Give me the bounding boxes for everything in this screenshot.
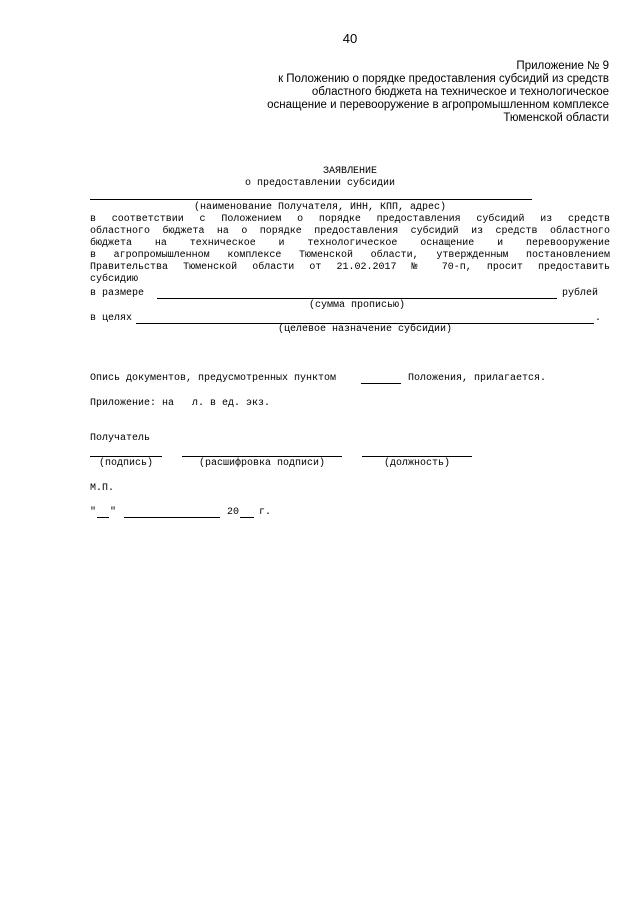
amount-currency: рублей (562, 288, 599, 299)
signature-caption: (подпись) (98, 458, 153, 469)
appendix-line: к Положению о порядке предоставления субсидий из средств (278, 73, 609, 85)
body-line: в агропромышленном комплексе Тюменской области, утвержденным постановлением (90, 250, 610, 261)
body-line: Правительства Тюменской области от 21.02.2017 № 70-п, просит предоставить (90, 262, 610, 273)
purpose-period: . (595, 313, 602, 324)
date-quote-close: " (110, 507, 117, 518)
date-year-prefix: 20 (227, 507, 240, 518)
applicant-field-line[interactable] (90, 199, 532, 200)
inventory-clause-field[interactable] (361, 383, 401, 384)
date-year-field[interactable] (240, 517, 254, 518)
body-paragraph (90, 214, 610, 286)
signature-decoding-field-line[interactable] (182, 456, 342, 457)
appendix-title: Приложение № 9 (516, 60, 609, 72)
appendix-line: областного бюджета на техническое и технологическое (311, 86, 609, 98)
inventory-text-end: Положения, прилагается. (408, 373, 547, 384)
appendix-line: оснащение и перевооружение в агропромышленном комплексе (267, 99, 609, 111)
inventory-text-start: Опись документов, предусмотренных пунктом (90, 373, 337, 384)
purpose-caption: (целевое назначение субсидии) (277, 324, 453, 335)
applicant-caption: (наименование Получателя, ИНН, КПП, адрес) (193, 202, 447, 213)
stamp-label: М.П. (90, 483, 115, 494)
recipient-label: Получатель (90, 433, 151, 444)
body-line: в соответствии с Положением о порядке предоставления субсидий из средств (90, 214, 610, 225)
body-line: областного бюджета на о порядке предоставления субсидий из средств областного (90, 226, 610, 237)
position-field-line[interactable] (362, 456, 472, 457)
appendix-header (189, 60, 609, 125)
amount-caption: (сумма прописью) (308, 300, 405, 311)
signature-decoding-caption: (расшифровка подписи) (198, 458, 326, 469)
amount-label: в размере (90, 288, 145, 299)
purpose-label: в целях (90, 313, 133, 324)
document-subtitle: о предоставлении субсидии (244, 178, 396, 189)
position-caption: (должность) (383, 458, 450, 469)
document-title: ЗАЯВЛЕНИЕ (322, 166, 377, 177)
date-month-field[interactable] (124, 517, 220, 518)
date-year-suffix: г. (259, 507, 272, 518)
page-number: 40 (342, 31, 358, 46)
date-day-field[interactable] (97, 517, 109, 518)
signature-field-line[interactable] (90, 456, 162, 457)
date-quote-open: " (90, 507, 97, 518)
amount-field-line[interactable] (157, 298, 557, 299)
body-line: бюджета на техническое и технологическое оснащение и перевооружение (90, 238, 610, 249)
attachment-line: Приложение: на л. в ед. экз. (90, 398, 271, 409)
appendix-line: Тюменской области (503, 112, 609, 124)
body-line: субсидию (90, 274, 139, 285)
